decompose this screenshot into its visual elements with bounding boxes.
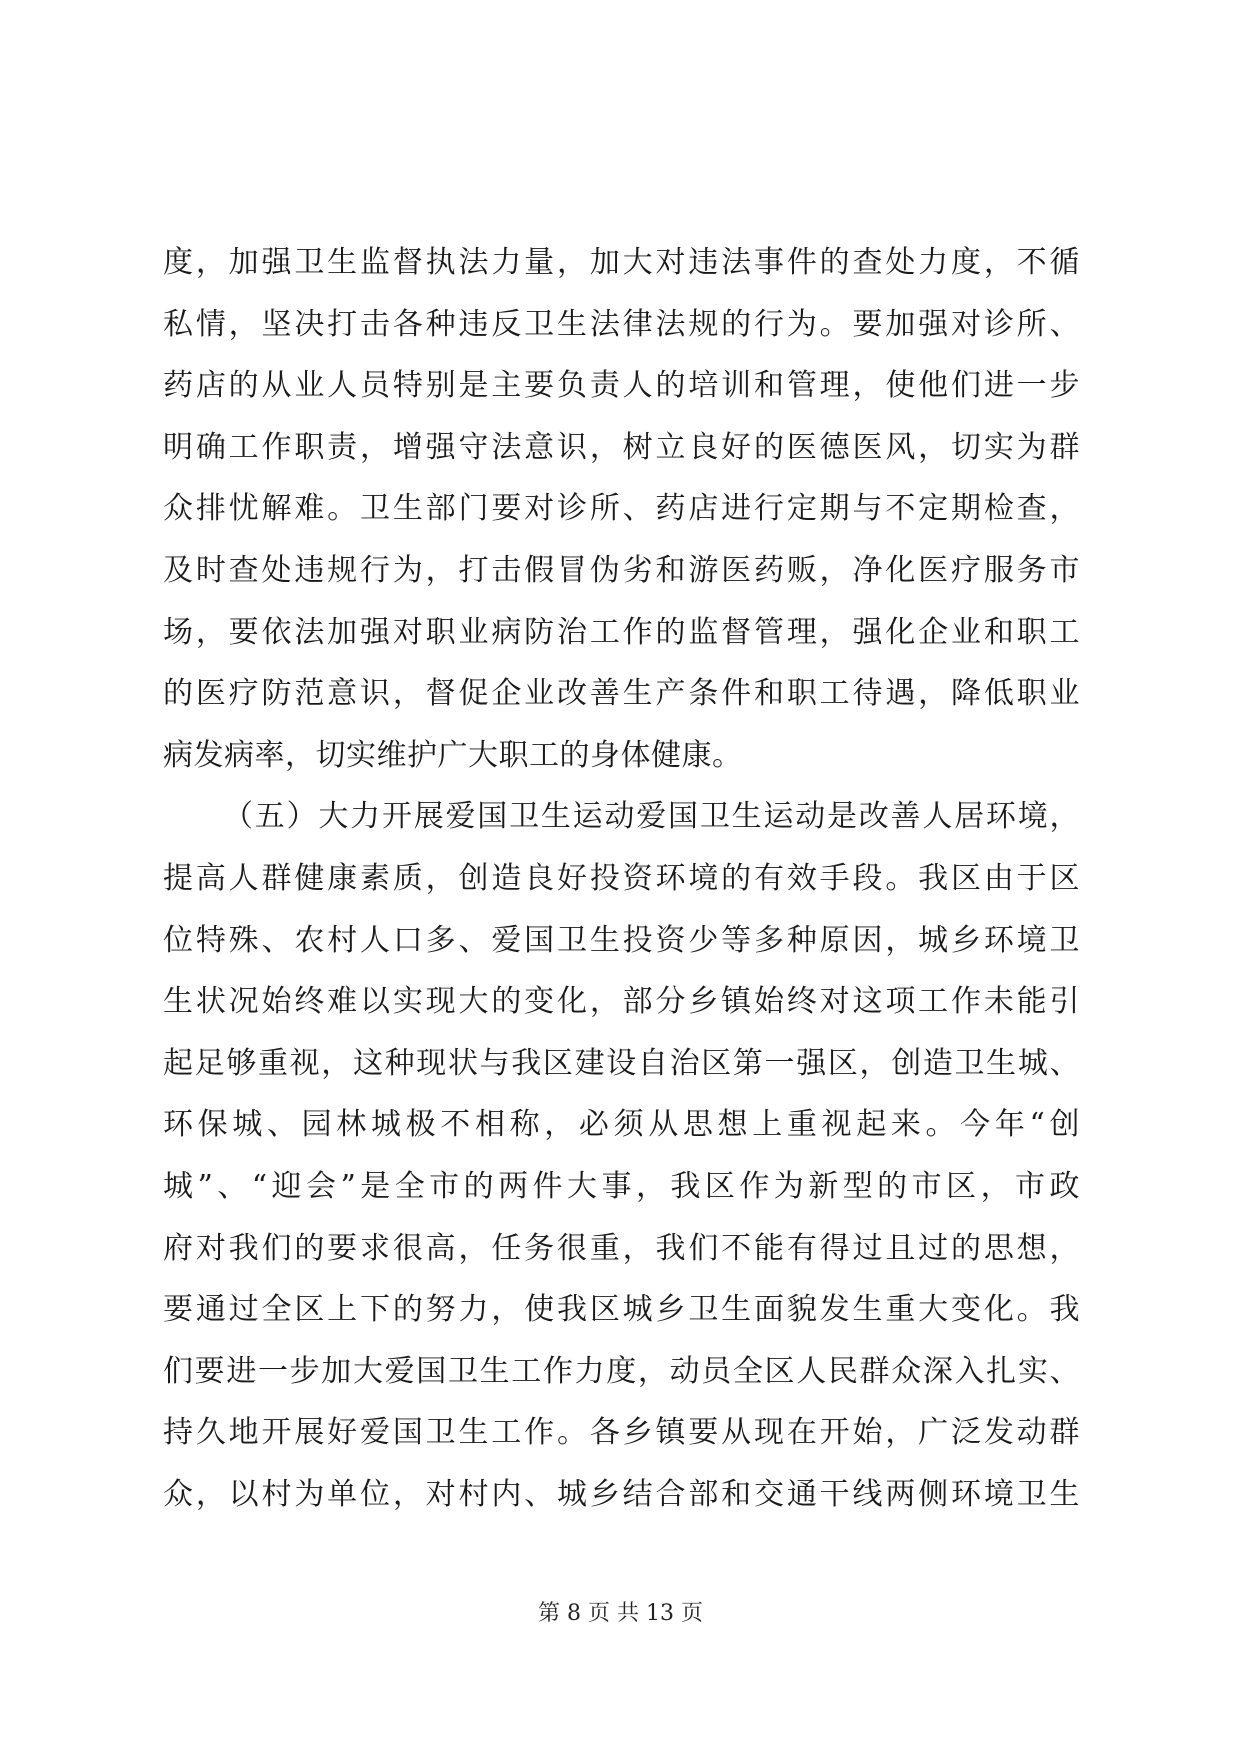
text-line: 持久地开展好爱国卫生工作。各乡镇要从现在开始，广泛发动群 — [163, 1415, 1080, 1451]
text-line: 生状况始终难以实现大的变化，部分乡镇始终对这项工作未能引 — [163, 984, 1080, 1020]
text-line: 及时查处违规行为，打击假冒伪劣和游医药贩，净化医疗服务市 — [163, 552, 1080, 588]
text-line: 要通过全区上下的努力，使我区城乡卫生面貌发生重大变化。我 — [163, 1292, 1080, 1328]
text-line: 起足够重视，这种现状与我区建设自治区第一强区，创造卫生城、 — [163, 1045, 1080, 1081]
section-heading-line: （五）大力开展爱国卫生运动爱国卫生运动是改善人居环境， — [223, 799, 1080, 835]
text-line: 位特殊、农村人口多、爱国卫生投资少等多种原因，城乡环境卫 — [163, 922, 1080, 958]
text-line: 明确工作职责，增强守法意识，树立良好的医德医风，切实为群 — [163, 429, 1080, 465]
text-line: 私情，坚决打击各种违反卫生法律法规的行为。要加强对诊所、 — [163, 306, 1080, 342]
body-text — [163, 232, 1080, 1525]
page-number-footer: 第 8 页 共 13 页 — [538, 1601, 703, 1626]
text-line: 药店的从业人员特别是主要负责人的培训和管理，使他们进一步 — [163, 368, 1080, 404]
text-line: 众，以村为单位，对村内、城乡结合部和交通干线两侧环境卫生 — [163, 1476, 1080, 1512]
text-line: 提高人群健康素质，创造良好投资环境的有效手段。我区由于区 — [163, 860, 1080, 896]
text-line: 们要进一步加大爱国卫生工作力度，动员全区人民群众深入扎实、 — [163, 1353, 1080, 1389]
text-line: 的医疗防范意识，督促企业改善生产条件和职工待遇，降低职业 — [163, 676, 1080, 712]
text-line: 环保城、园林城极不相称，必须从思想上重视起来。今年“创 — [163, 1107, 1080, 1143]
text-line: 场，要依法加强对职业病防治工作的监督管理，强化企业和职工 — [163, 614, 1080, 650]
paragraph-end-line: 病发病率，切实维护广大职工的身体健康。 — [163, 737, 743, 773]
text-line: 城”、“迎会”是全市的两件大事，我区作为新型的市区，市政 — [163, 1168, 1080, 1204]
text-line: 众排忧解难。卫生部门要对诊所、药店进行定期与不定期检查， — [163, 491, 1080, 527]
text-line: 府对我们的要求很高，任务很重，我们不能有得过且过的思想， — [163, 1230, 1080, 1266]
text-line: 度，加强卫生监督执法力量，加大对违法事件的查处力度，不循 — [163, 245, 1080, 280]
